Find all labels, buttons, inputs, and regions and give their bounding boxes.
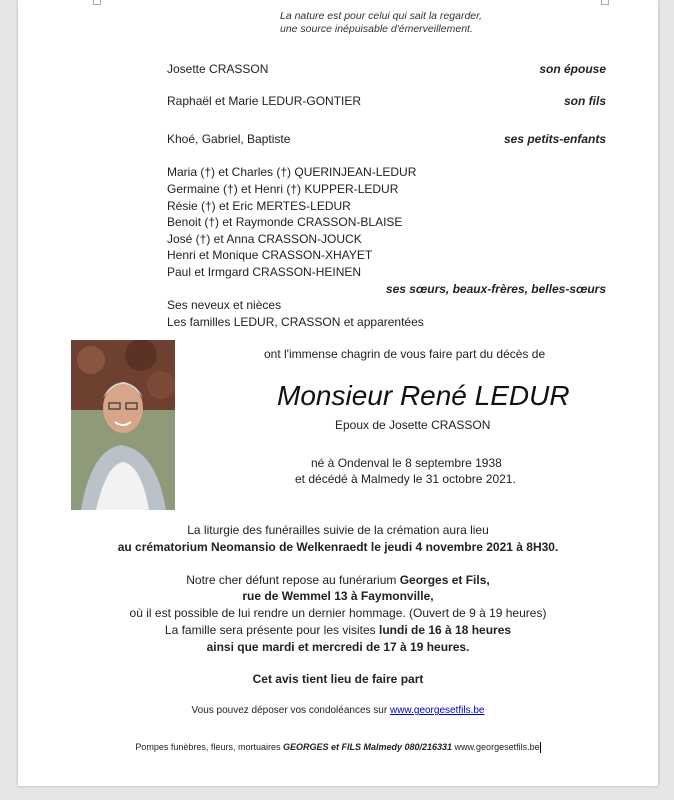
document-page <box>18 0 658 786</box>
text-cursor <box>540 742 541 753</box>
others-line: Ses neveux et nièces <box>167 298 282 312</box>
spouse-line: Epoux de Josette CRASSON <box>335 418 491 432</box>
condolences-line <box>18 705 658 716</box>
portrait-image <box>71 340 175 510</box>
sibling-line: Benoit (†) et Raymonde CRASSON-BLAISE <box>167 215 403 229</box>
family-role: son épouse <box>539 62 606 76</box>
visit-line-1-text: Notre cher défunt repose au funérarium <box>186 573 400 587</box>
sibling-line: Paul et Irmgard CRASSON-HEINEN <box>167 265 362 279</box>
died-line: et décédé à Malmedy le 31 octobre 2021. <box>295 472 516 486</box>
footer-line <box>18 742 658 753</box>
funeral-line-1: La liturgie des funérailles suivie de la crémation aura lieu <box>187 523 489 537</box>
visit-line-4 <box>18 623 658 637</box>
family-name: Raphaël et Marie LEDUR-GONTIER <box>167 94 362 108</box>
footer-company: GEORGES et FILS Malmedy 080/216331 <box>282 742 453 752</box>
deceased-name: Monsieur René LEDUR <box>277 380 570 411</box>
family-role: son fils <box>563 94 606 108</box>
condolences-text: Vous pouvez déposer vos condoléances sur <box>191 705 390 716</box>
notice-text: Cet avis tient lieu de faire part <box>252 672 424 686</box>
visit-line-1 <box>18 573 658 587</box>
sibling-line: José (†) et Anna CRASSON-JOUCK <box>167 232 362 246</box>
deceased-photo <box>71 340 175 510</box>
announcement-text: ont l'immense chagrin de vous faire part du décès de <box>264 347 546 361</box>
margin-marker <box>601 0 609 5</box>
visit-line-5: ainsi que mardi et mercredi de 17 à 19 heures. <box>206 640 470 654</box>
visit-line-3: où il est possible de lui rendre un dernier hommage. (Ouvert de 9 à 19 heures) <box>129 606 547 620</box>
footer-text: Pompes funèbres, fleurs, mortuaires <box>135 742 283 752</box>
sibling-line: Germaine (†) et Henri (†) KUPPER-LEDUR <box>167 182 399 196</box>
born-line: né à Ondenval le 8 septembre 1938 <box>311 456 502 470</box>
visit-hours-monday: lundi de 16 à 18 heures <box>379 623 512 637</box>
others-line: Les familles LEDUR, CRASSON et apparentées <box>167 315 424 329</box>
sibling-line: Henri et Monique CRASSON-XHAYET <box>167 248 373 262</box>
siblings-role: ses sœurs, beaux-frères, belles-sœurs <box>385 282 606 296</box>
footer-website: www.georgesetfils.be <box>452 742 540 752</box>
sibling-line: Résie (†) et Eric MERTES-LEDUR <box>167 199 351 213</box>
margin-marker <box>93 0 101 5</box>
quote-line-1: La nature est pour celui qui sait la regarder, <box>280 10 482 22</box>
visit-line-4-text: La famille sera présente pour les visites <box>164 623 380 637</box>
family-name: Josette CRASSON <box>167 62 269 76</box>
family-name: Khoé, Gabriel, Baptiste <box>167 132 291 146</box>
visit-line-2: rue de Wemmel 13 à Faymonville, <box>242 589 434 603</box>
funeral-home-name: Georges et Fils, <box>399 573 490 587</box>
sibling-line: Maria (†) et Charles (†) QUERINJEAN-LEDUR <box>167 165 417 179</box>
funeral-line-2: au crématorium Neomansio de Welkenraedt le jeudi 4 novembre 2021 à 8H30. <box>117 540 559 554</box>
family-role: ses petits-enfants <box>503 132 606 146</box>
condolences-link[interactable]: www.georgesetfils.be <box>389 705 485 716</box>
quote-line-2: une source inépuisable d'émerveillement. <box>280 23 473 35</box>
